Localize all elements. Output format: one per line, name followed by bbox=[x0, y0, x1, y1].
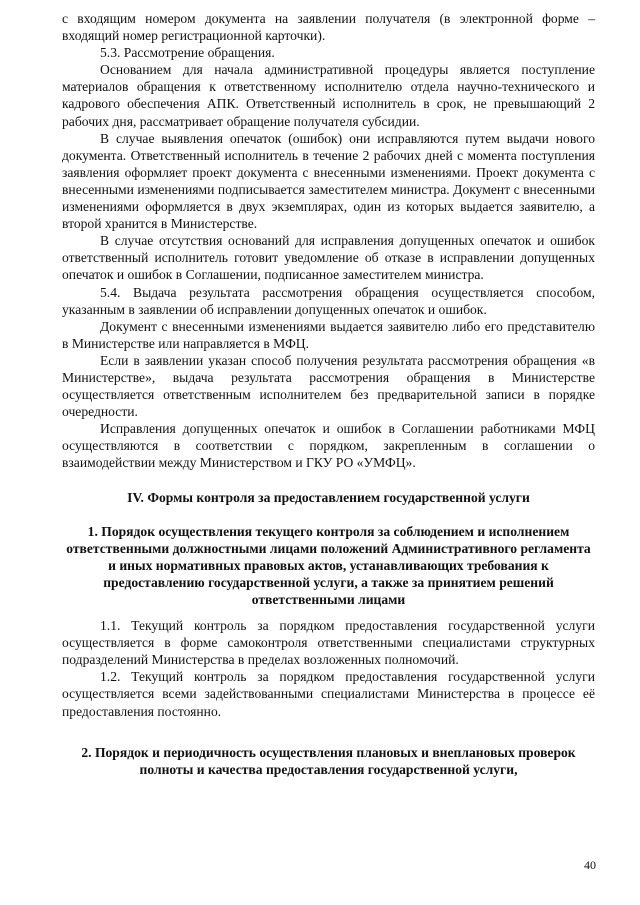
paragraph-5-3-title: 5.3. Рассмотрение обращения. bbox=[100, 45, 275, 61]
paragraph-basis: Основанием для начала административной процедуры является поступление материалов обращения к ответственному исполнителю отдела научно-технического и кадрового обеспечения АПК. Ответственный исполнитель в срок, не превышающий 2 рабочих дня, рассматривает обращение получателя субсидии. bbox=[62, 62, 595, 129]
paragraph-5-4: 5.4. Выдача результата рассмотрения обращения осуществляется способом, указанным в заявлении об исправлении допущенных опечаток и ошибок. bbox=[62, 284, 595, 317]
paragraph-1-1: 1.1. Текущий контроль за порядком предоставления государственной услуги осуществляется в форме самоконтроля ответственными специалистами структурных подразделений Министерства в пределах возложенных полномочий. bbox=[62, 618, 595, 668]
paragraph-1-2: 1.2. Текущий контроль за порядком предоставления государственной услуги осуществляется всеми задействованными специалистами Министерства в процессе её предоставления постоянно. bbox=[62, 669, 595, 719]
page-number: 40 bbox=[584, 858, 596, 872]
subsection-2-heading: 2. Порядок и периодичность осуществления плановых и внеплановых проверок полноты и качества предоставления государственной услуги, bbox=[81, 744, 576, 777]
paragraph-typos-found: В случае выявления опечаток (ошибок) они исправляются путем выдачи нового документа. Ответственный исполнитель в течение 2 рабочих дней с момента поступления заявления оформляет проект документа с внесенными изменениями. Проект документа с внесенными изменениями подписывается заместителем министра. Документ с внесенными изменениями оформляется в двух экземплярах, один из которых выдается заявителю, а второй хранится в Министерстве. bbox=[62, 130, 595, 232]
paragraph-mfc-corrections: Исправления допущенных опечаток и ошибок в Соглашении работниками МФЦ осуществляются в соответствии с порядком, закрепленным в соглашении о взаимодействии между Министерством и ГКУ РО «УМФЦ». bbox=[62, 421, 595, 471]
section-heading: IV. Формы контроля за предоставлением государственной услуги bbox=[127, 489, 530, 505]
page-body bbox=[62, 10, 595, 778]
paragraph-continuation: с входящим номером документа на заявлении получателя (в электронной форме – входящий номер регистрационной карточки). bbox=[62, 11, 595, 44]
paragraph-document-issued: Документ с внесенными изменениями выдается заявителю либо его представителю в Министерстве или направляется в МФЦ. bbox=[62, 318, 595, 351]
paragraph-no-grounds: В случае отсутствия оснований для исправления допущенных опечаток и ошибок ответственный исполнитель готовит уведомление об отказе в исправлении допущенных опечаток и ошибок в Соглашении, подписанное заместителем министра. bbox=[62, 233, 595, 283]
paragraph-in-ministry: Если в заявлении указан способ получения результата рассмотрения обращения «в Министерстве», выдача результата рассмотрения обращения в Министерстве осуществляется ответственным исполнителем без предварительной записи в порядке очередности. bbox=[62, 352, 595, 420]
subsection-1-heading: 1. Порядок осуществления текущего контроля за соблюдением и исполнением ответственными должностными лицами положений Административного регламента и иных нормативных правовых актов, устанавливающих требования к предоставлению государственной услуги, а также за принятием решений ответственными лицами bbox=[66, 523, 591, 607]
